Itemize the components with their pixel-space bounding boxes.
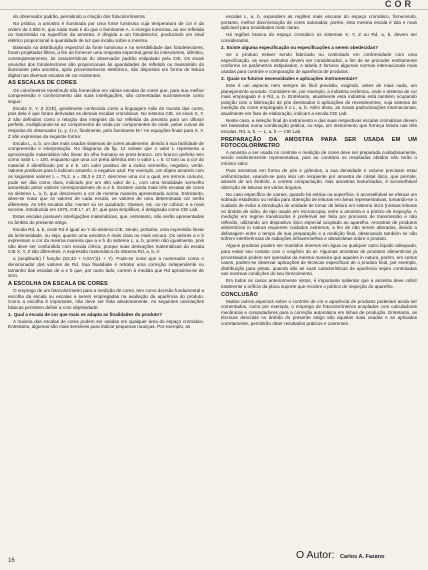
header-band <box>0 0 428 10</box>
question-text: Existe alguma especificação ou especificações a serem obedecidas? <box>226 44 379 50</box>
question-number: 3. <box>221 75 225 81</box>
question-number: 2. <box>221 44 225 50</box>
paragraph: Se o produto estiver sendo fabricado ou controlado em conformidade com uma especificação, as seus métodos devem ser considerados, a fim de se proceder estritamente conforme os parâmetros estipulados. A tabela 3 fornece algumas normas internacionais mais usadas para controle e comparação de aparência de produtos. <box>221 52 417 74</box>
paragraph: Alguns produtos podem ser mantidos imersos em água ou qualquer outro líquido adequado, para evitar seu contato com o oxigênio do ar. Algumas amostras de produtos alimentícios já processados podem ser operadas da mesma maneira que aqueles in natura, porém, em certos casos, podem-se observar aplicações de técnicas específicas de o produto final, por exemplo, distribuição para pistas, quando são as suas características de aparência sejam controladas nas mesmas condições do seu fornecimento. <box>221 243 417 277</box>
paragraph: Em todos os casos anteriormente vistos, é importante salientar que a amostra deve cobrir totalmente o orifício da placa suporte que recobre o pórtico de inspeção do aparelho. <box>221 278 417 289</box>
paragraph: A maioria das escalas de cores podem ser usadas em qualquer área do espaço cromático. Entretanto, algumas são mais sensíveis para indicar pequenas nuanças. Por exemplo, as <box>8 318 204 330</box>
section-heading: A ESCOLHA DA ESCALA DE CORES <box>8 280 108 287</box>
question-number: 1. <box>8 311 12 317</box>
question-item <box>221 76 417 82</box>
paragraph: Escala Rd, a, b, onde Rd é igual ao Y do sistema CIE, sendo, portanto, uma expressão linear da luminosidade, ou seja, quanto uma amostra é mais clara ou mais escura. Os valores a e b expressam a cor da mesma maneira que a e b do sistema L, a, b, porém não igualmente, pois não deve ser confundido com escala cítrica, porque suas derivações matemáticas da escala CIE X, Y, Z são diferentes. A expressão matemática do sistema Rd, a, b, é: <box>8 227 204 255</box>
question-text: Qual a escala de cor que mais se adapta as finalidades do produto? <box>13 311 162 317</box>
paragraph: escalas L, a, b, expandem as regiões mais escuras do espaço cromático, fornecendo, portanto, melhor discriminação de cores saturadas; porém, esta mesma escala é tida e mais aplicável para tonalidades mais claras. <box>221 14 417 31</box>
author-credit <box>296 549 384 561</box>
left-column <box>8 14 204 332</box>
section-heading: PREPARAÇÃO DA AMOSTRA PARA SER USADA EM UM FOTOCOLORÍMETRO <box>221 136 417 149</box>
running-head: COR <box>385 0 414 9</box>
paragraph: Estas escalas possuem interligações matemáticas, que, entretanto, não serão apresentadas no âmbito do presente artigo. <box>8 214 204 225</box>
right-column <box>221 14 417 328</box>
section-heading: AS ESCALAS DE CORES <box>8 80 77 87</box>
paragraph: do observador padrão, permitindo a criação dos fotocolorímetros. <box>13 14 147 19</box>
question-text: Quais os futuros necessidades e aplicações instrumentais? <box>226 75 358 81</box>
author-label: O Autor: <box>296 549 335 561</box>
paragraph: Este é um aspecto nem sempre de fácil previsão, exigindo, antes de mais nada, um planejamento acurado. Considere-se, por exemplo, a indústria cerâmica, onde o sistema de cor mais empregado é o Rd, a, b. Entretanto, atualmente esta indústria está também ocupando posição com a fabricação de pós destinados à aplicações de revestimentos, cuja sistema de medição da cores empregado é o L, a, b. Além disso, as novas padronizações internacionais, atualmente em fase de elaboração, indicam a escala CIE Lab. <box>221 82 417 116</box>
paragraph: Os colorímetros triestímulo são fornecidos em várias escalas de cores que, para sua melhor compreensão e conhecimento das suas interligações, são comentadas sucintamente como segue: <box>8 87 204 104</box>
section-heading: CONCLUSÃO <box>221 291 258 298</box>
paragraph: No caso específico de cames, quando há estrias na superfície, é aconselhável se efetuar um sobrado estatístico ou média para obtenção de leituras em áreas representativas, tomando-se o cuidado de evitar a introdução de unidade de tomar de leitura em sistema ótico (nossas leituras no âmbito de vidro, de tipo usado em microscopia, entre a amostra e o pórtico de inspeção. A medição em regime translúcidos é preferível ser feita por processo de transmissão e não reflexão, utilizando um dispositivo ótico especial acoplado ao aparelho. Amostras de produtos alimentícios in natura requerem cuidados extremos, a fim de não serem alterados, devido a defasagem entre o tempo de sua preparação e a medição final, observando também se não sofrem interferências de radiações infravermelhas e ultravioletas sobre o produto. <box>221 191 417 242</box>
page-number: 16 <box>8 558 15 564</box>
paragraph: Neste caso, a seleção final do instrumento e das suas respectivas escalas cromáticas devem ser baseadas numa combinação prática, ou seja, um instrumento que forneça leitura nas três escalas, Rd, a, b, — L, a, b — CIE Lab. <box>221 117 417 134</box>
paragraph: Para amostras em forma de pós e grânulos, a sua densidade e volume precisam estar uniformizados, usando-se para isso um recipiente por amostra de cristal ótico, que permite, através de um êmbolo, a correta compactação. Nas amostras texturizadas, é aconselhável obtenção de leituras em vários ângulos. <box>221 168 417 190</box>
paragraph: Há regiões branca do espaço cromático os sistemas X, Y, Z ou Rd, a, b, devem ser considerados. <box>221 32 417 43</box>
paragraph: a (amplitude) f função (53,33 + 0,51Y)(1 + Y). Pode-se notar que a numerador como o denominador dos valores de Rd. Sua finalidade é retratar uma correção independente no tamanho das escalas de a e b que, por outro lado, correm à medida que Rd aproxima-se de zero. <box>8 256 204 279</box>
paragraph: Escala X, Y, Z (CIE), geralmente conhecida como a linguagem mãe do mundo das cores, pois dela é que foram derivadas as demais escalas cromáticas. No sistema CIE, os eixos X, Y, Z são definidos como a relação das integrais da luz refletida da amostra para um difusor perfeito, multiplicando-se ao comprimento de onda por componentes de onde, pelas curvas de resposta do observador (x, y, z) e, finalmente, pelo iluminante M.* As equações finais para X, Y, Z são expressas da seguinte forma: <box>8 105 204 139</box>
author-name: Carlos A. Fazano <box>340 554 385 560</box>
paragraph: Escala L, a, b, um dos mais usados sistemas de cores atualmente, devido à sua facilidade de compreensão e interpretação. No diagrama da fig. 12 notase que o valor L representa a aproximação matemática não linear do olho humano se preto-branco. Um branco perfeito tem como valor L = 100, enquanto que uma cor preta idêntica tem o valor L = 0. O tom ou a cor do material é identificado por a e b. Um valor positivo de a indica vermelho, negativo, verde. Valores positivos para b indicam amarelo, e negativo azul. Por exemplo, um objeto amarelo com os seguintes valores L = 75,2, a = 38,3 e 23,7, descreve uma cor a qual, em termos comuns, pode ser dita como clara, indicado por um alto valor de L, com uma tonalidade vermelho amarelado pelos valores correspondentes de a e b. Existem ainda mais três escalas de cores no sistema L, a, b, que descrevem a cor de mesma maneira apresentada acima. Entretanto, deve-se notar que os valores de cada escala, os valores de uma determinada cor serão diferentes. As três escalas são: Hunter ou rsr quadrado; Glasser, etc. ou rsr cúbica; e a mais recente, introduzida em 1976, CIE L*, a*, b*, que para simplificar, é designada como CIE Lab. <box>8 140 205 213</box>
question-item <box>8 312 204 318</box>
paragraph: O emprego de um fotocolorímetro para a medição de cores, tem como decisão fundamental a escolha da escala ou escalas a serem empregadas na avaliação da aparência do produto. Como a escolha é importante, não deve ser feita aleatoriamente. As seguintes orientações básicas permitem definir a com objetividade: <box>8 287 204 310</box>
paragraph: Muitos outros aspectos sobre o controle de cor e aparência de produtos poderiam ainda ser comentados, como por exemplo, o emprego de fotocolorímetros acoplados com calculadoras mecânicas e computadores para a correção automática em linhas de produção. Entretanto, as técnicas descritas no âmbito do presente artigo são aquelas mais usadas e se aplicadas corretamente, permitirão obter resultados práticos e coerentes. <box>221 298 417 326</box>
paragraph: Na prática, a amostra é iluminada por uma fonte luminosa cuja temperatura de cor é da ordem de 2.850 K, que nada mais é do que o iluminante A. A energia luminosa, ao ser refletida ou transmitida na superfície da amostra, é dirigida a um fotodetector, produzindo um sinal elétrico proporcional à quantidade de luz que incidiu sobre a mesma. <box>8 21 204 43</box>
paragraph: A amostra a ser usada no controle e medição de cores deve ser preparada cuidadosamente, sendo evidentemente representativa, pois ao contrário os resultados obtidos não terão o mínimo valor. <box>221 149 417 166</box>
paragraph: Baseado na distribuição espectral da fonte luminosa e na sensibilidade das fotodetectores, foram projetados filtros, a fim de fornecer uma resposta espectral geral do instrumento, idêntico, conseqüentemente, às características do observador padrão estipulado pela CIE. Os sinais oriundos dos fotodetectores são proporcionais às quantidades de refletido ou transmitido do iluminante pela amostra, após processamento eletrônico, são dispostos em forma de leitura digital nas diversas escalas de cor existentes. <box>8 44 204 78</box>
question-item <box>221 45 417 51</box>
